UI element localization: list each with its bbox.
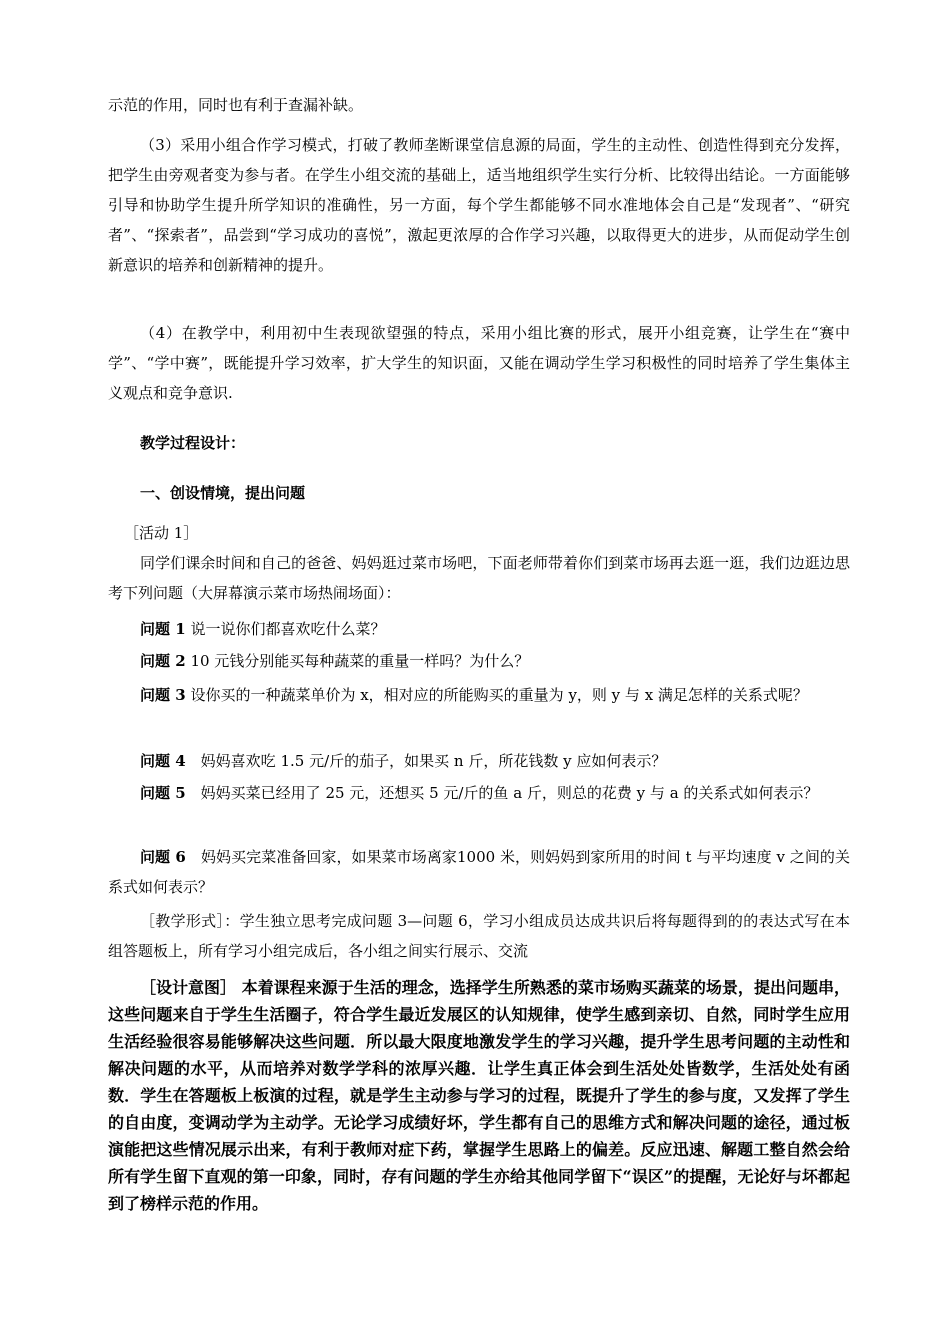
question-1-text: 说一说你们都喜欢吃什么菜？ [185,620,386,638]
question-1-label: 问题 1 [140,620,186,638]
question-3-label: 问题 3 [140,686,186,704]
question-5-text: 妈妈买菜已经用了 25 元，还想买 5 元/斤的鱼 a 斤，则总的花费 y 与 a 的关系式如何表示？ [185,784,819,802]
question-4 [108,746,850,776]
question-5-label: 问题 5 [140,784,186,802]
question-6 [108,842,850,902]
activity-label: ［活动 1］ [124,524,199,542]
question-2-text: 10 元钱分别能买每种蔬菜的重量一样吗？为什么？ [185,652,530,670]
question-3 [108,680,850,710]
intro-paragraph: 示范的作用，同时也有利于查漏补缺。 [108,96,364,114]
question-3-text: 设你买的一种蔬菜单价为 x，相对应的所能购买的重量为 y，则 y 与 x 满足怎样的关系式呢？ [185,686,808,704]
question-6-text: 妈妈买完菜准备回家，如果菜市场离家1000 米，则妈妈到家所用的时间 t 与平均速度 v 之间的关系式如何表示？ [108,848,850,896]
question-5 [108,778,850,808]
paragraph-4: （4）在教学中，利用初中生表现欲望强的特点，采用小组比赛的形式，展开小组竞赛，让学生在“赛中学”、“学中赛”，既能提升学习效率，扩大学生的知识面，又能在调动学生学习积极性的同时培养了学生集体主义观点和竞争意识. [108,324,850,402]
activity-paragraph: 同学们课余时间和自己的爸爸、妈妈逛过菜市场吧，下面老师带着你们到菜市场再去逛一逛，我们边逛边思考下列问题（大屏幕演示菜市场热闹场面）： [108,554,850,602]
design-intent-paragraph: ［设计意图］ 本着课程来源于生活的理念，选择学生所熟悉的菜市场购买蔬菜的场景，提出问题串，这些问题来自于学生生活圈子，符合学生最近发展区的认知规律，使学生感到亲切、自然，同时学生应用生活经验很容易能够解决这些问题．所以最大限度地激发学生的学习兴趣，提升学生思考问题的主动性和解决问题的水平，从而培养对数学学科的浓厚兴趣．让学生真正体会到生活处处皆数学，生活处处有函数．学生在答题板上板演的过程，就是学生主动参与学习的过程，既提升了学生的参与度，又发挥了学生的自由度，变调动学为主动学。无论学习成绩好坏，学生都有自己的思维方式和解决问题的途径，通过板演能把这些情况展示出来，有利于教师对症下药，掌握学生思路上的偏差。反应迅速、解题工整自然会给所有学生留下直观的第一印象，同时，存有问题的学生亦给其他同学留下“误区”的提醒，无论好与坏都起到了榜样示范的作用。 [108,978,850,1213]
question-4-text: 妈妈喜欢吃 1.5 元/斤的茄子，如果买 n 斤，所花钱数 y 应如何表示？ [185,752,667,770]
section-1-heading: 一、创设情境，提出问题 [140,484,306,502]
paragraph-3: （3）采用小组合作学习模式，打破了教师垄断课堂信息源的局面，学生的主动性、创造性得到充分发挥，把学生由旁观者变为参与者。在学生小组交流的基础上，适当地组织学生实行分析、比较得出结论。一方面能够引导和协助学生提升所学知识的准确性，另一方面，每个学生都能够不同水准地体会自己是“发现者”、“研究者”、“探索者”，品尝到“学习成功的喜悦”，激起更浓厚的合作学习兴趣，以取得更大的进步，从而促动学生创新意识的培养和创新精神的提升。 [108,136,850,274]
process-heading: 教学过程设计： [140,434,246,452]
question-6-label: 问题 6 [140,848,186,866]
teaching-form-paragraph: ［教学形式］：学生独立思考完成问题 3—问题 6，学习小组成员达成共识后将每题得到的的表达式写在本组答题板上，所有学习小组完成后，各小组之间实行展示、交流 [108,912,850,960]
question-2-label: 问题 2 [140,652,186,670]
question-2 [108,646,850,676]
question-4-label: 问题 4 [140,752,186,770]
question-1 [108,614,850,644]
